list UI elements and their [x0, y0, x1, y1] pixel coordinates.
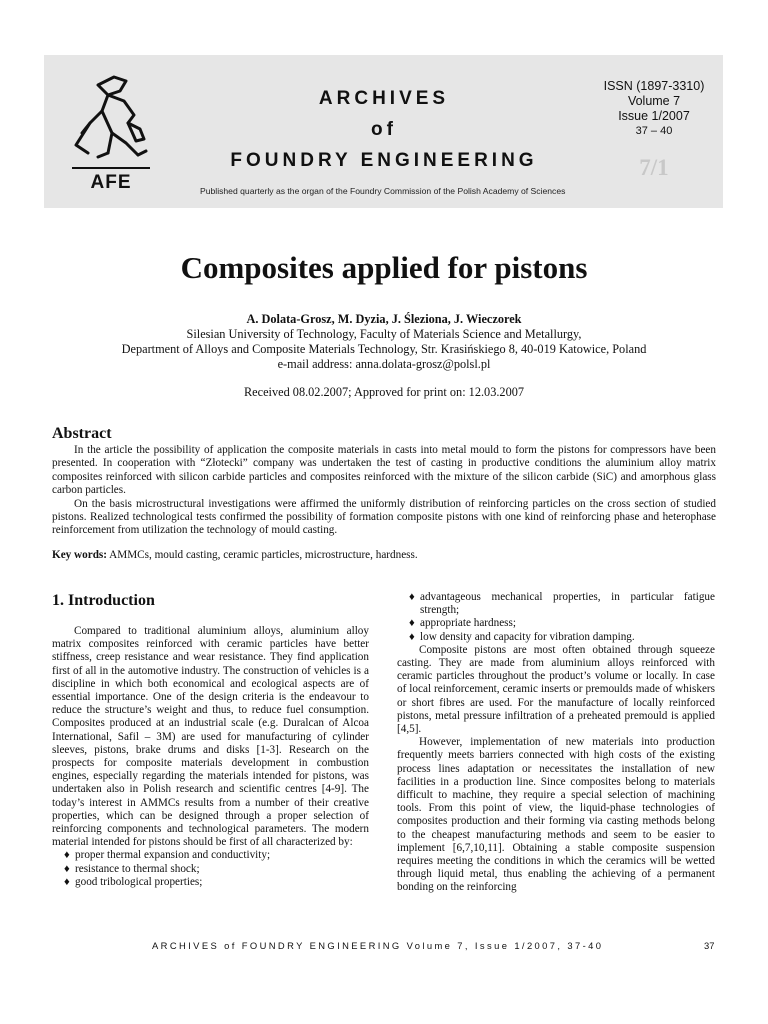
keywords: [52, 549, 716, 561]
received-dates: Received 08.02.2007; Approved for print on: 12.03.2007: [243, 385, 525, 399]
journal-name-line1: ARCHIVES: [318, 88, 450, 109]
section-heading-introduction: 1. Introduction: [52, 592, 155, 609]
issue: Issue 1/2007: [618, 109, 690, 123]
abstract-body: [52, 444, 716, 538]
keywords-list: AMMCs, mould casting, ceramic particles, microstructure, hardness.: [107, 549, 418, 561]
journal-name-line3: FOUNDRY ENGINEERING: [230, 150, 538, 171]
paper-title: Composites applied for pistons: [180, 250, 588, 285]
abstract-heading: Abstract: [52, 425, 112, 442]
abstract-paragraph-1: In the article the possibility of application the composite materials in casts into metal mould to form the pistons for compressors have been presented. In cooperation with “Złotecki” company was undertaken the test of casting in productive conditions the aluminium alloy matrix composites reinforced with silicon carbide particles and composites reinforced with the mixture of the silicon carbide (SiC) and amorphous glass carbon particles.: [52, 444, 716, 497]
afe-logo-icon: [68, 71, 154, 193]
paper-number: 7/1: [639, 155, 669, 180]
page-range: 37 – 40: [635, 125, 673, 137]
diamond-bullet-icon: ♦: [409, 591, 415, 603]
diamond-bullet-icon: ♦: [409, 630, 415, 643]
list-item: ♦ good tribological properties;: [64, 875, 203, 888]
right-column: [397, 591, 715, 895]
journal-header: [44, 55, 723, 208]
volume: Volume 7: [627, 94, 681, 108]
property-list-right: [397, 591, 715, 644]
list-item: ♦ advantageous mechanical properties, in particular fatigue strength;: [409, 591, 715, 617]
published-note: Published quarterly as the organ of the Foundry Commission of the Polish Academy of Sciences: [200, 186, 566, 196]
journal-name-line2: of: [371, 119, 397, 140]
issn: ISSN (1897-3310): [603, 79, 705, 93]
keywords-label: Key words:: [52, 549, 107, 561]
intro-paragraph-1: Compared to traditional aluminium alloys, aluminium alloy matrix composites reinforced with ceramic particles have better stiffness, creep resistance and wear resistance. They find application first of all in the automotive industry. The construction of vehicles is a discipline in which both economical and ecological aspects are of essential importance. One of the design criteria is the endeavour to reduce the structure’s weight and thus, to reduce fuel consumption. Composites produced at an industrial scale (e.g. Duralcan of Alcoa International, Safil – 3M) are used for manufacturing of cylinder sleeves, pistons, brake drums and disks [1-3]. Research on the prospects for composite materials development in combustion engines, especially regarding the materials intended for pistons, was undertaken also in Polish research and scientific centres [4-9]. The today’s interest in AMMCs results from a number of their creative properties, which can be designed through a proper selection of reinforcing components and technological parameters. The modern material intended for pistons should be first of all characterized by:: [52, 625, 369, 849]
page-number: 37: [704, 940, 715, 951]
abstract-paragraph-2: On the basis microstructural investigations were affirmed the uniformly distribution of reinforcing particles on the cross section of studied pistons. Realized technological tests confirmed the possibility of formation composite pistons with one kind of reinforcing phase and heterophase reinforcement from utilization the technology of mould casting.: [52, 497, 716, 537]
logo-text: AFE: [90, 172, 132, 193]
intro-paragraph-3: However, implementation of new materials into production frequently meets barriers connected with high costs of the existing process lines adaptation or necessitates the installation of new facilities in a production line. Since composites belong to materials difficult to machine, they require a special selection of machining tools. From this point of view, the liquid-phase technologies of composites production and their forming via casting methods belong to the cheapest manufacturing methods and seem to be easier to implement [6,7,10,11]. Obtaining a stable composite suspension requires meeting the conditions in which the ceramics will be wetted through liquid metal, thus enabling the achieving of a permanent bonding on the reinforcing: [397, 736, 715, 894]
authors: A. Dolata-Grosz, M. Dyzia, J. Śleziona, J. Wieczorek: [246, 312, 522, 326]
list-item: ♦ resistance to thermal shock;: [64, 862, 200, 875]
affiliation-2: Department of Alloys and Composite Materials Technology, Str. Krasińskiego 8, 40-019 Katowice, Poland: [121, 342, 647, 356]
intro-paragraph-2: Composite pistons are most often obtained through squeeze casting. They are made from aluminium alloys reinforced with ceramic particles throughout the product’s volume or locally. In case of local reinforcement, ceramic inserts or premoulds made of whiskers or short fibres are used. For the manufacture of locally reinforced pistons, metal pressure infiltration of a preheated premould is applied [4,5].: [397, 643, 715, 736]
affiliation-1: Silesian University of Technology, Faculty of Materials Science and Metallurgy,: [186, 327, 582, 341]
diamond-bullet-icon: ♦: [409, 617, 415, 630]
left-column: [52, 625, 369, 889]
email-address: e-mail address: anna.dolata-grosz@polsl.pl: [277, 357, 491, 371]
diamond-bullet-icon: ♦: [64, 875, 70, 888]
journal-name: [204, 83, 564, 176]
issue-info: [584, 79, 724, 139]
running-footer: ARCHIVES of FOUNDRY ENGINEERING Volume 7, Issue 1/2007, 37-40: [152, 940, 604, 951]
list-item: ♦ appropriate hardness;: [409, 617, 516, 630]
diamond-bullet-icon: ♦: [64, 849, 70, 862]
list-item: ♦ proper thermal expansion and conductivity;: [64, 849, 271, 862]
diamond-bullet-icon: ♦: [64, 862, 70, 875]
property-list-left: [52, 849, 369, 889]
list-item: ♦ low density and capacity for vibration damping.: [409, 630, 635, 643]
